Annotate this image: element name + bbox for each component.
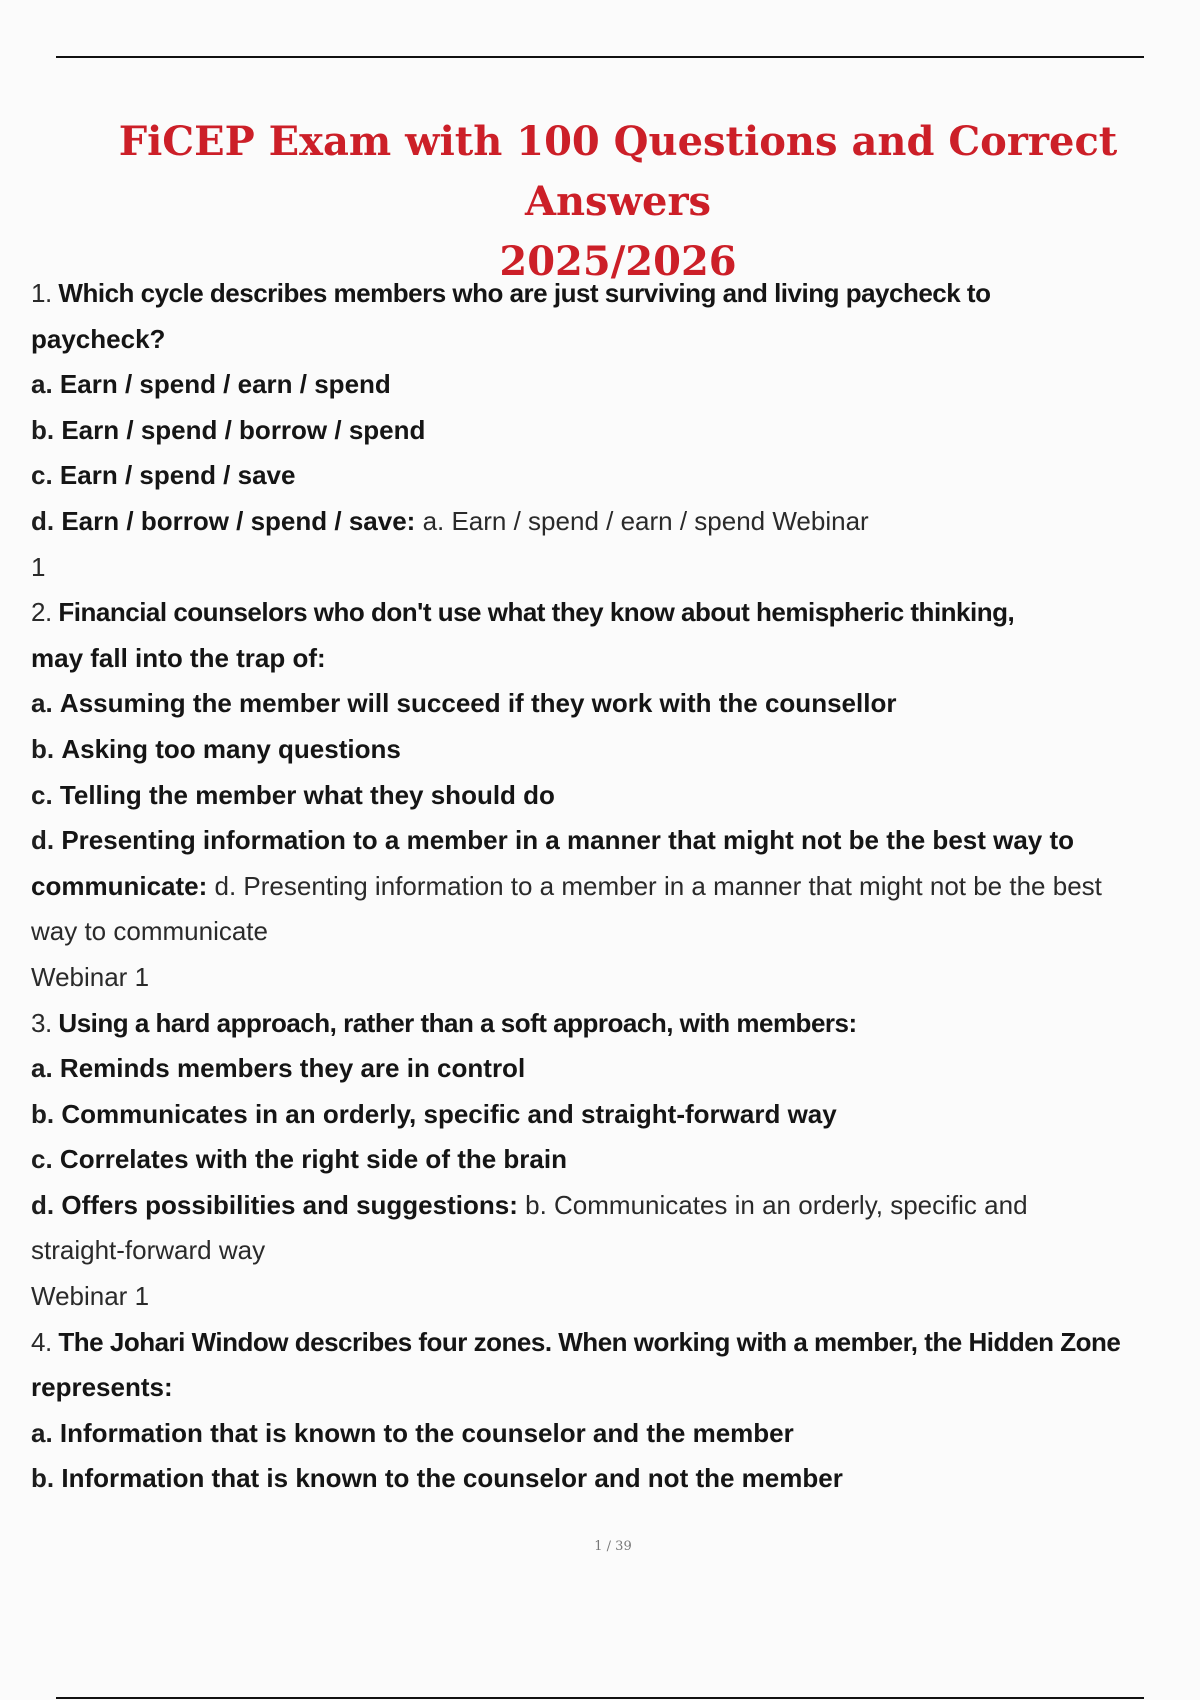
- option-label: a.: [31, 688, 53, 719]
- option-text: Earn / borrow / spend / save:: [61, 505, 416, 536]
- option-label: b.: [31, 733, 55, 764]
- option-text: Presenting information to a member in a manner that might not be the best way to: [61, 825, 1075, 856]
- option-d: [31, 1183, 1200, 1229]
- question-text: paycheck?: [31, 323, 166, 354]
- option-label: a.: [31, 1417, 53, 1448]
- option-text: Asking too many questions: [61, 733, 401, 764]
- option-label: d.: [31, 1189, 55, 1220]
- option-c: [31, 453, 1200, 499]
- question-4-continued: [31, 1365, 1200, 1411]
- question-number: 2.: [31, 597, 52, 628]
- option-b: [31, 408, 1200, 454]
- answer-source: [31, 955, 1200, 1001]
- page-indicator: 1 / 39: [594, 1539, 632, 1554]
- answer-text: d. Presenting information to a member in a manner that might not be the best: [214, 870, 1102, 901]
- option-text: Reminds members they are in control: [59, 1053, 526, 1084]
- title-line-1: FiCEP Exam with 100 Questions and Correct Answers: [118, 118, 1118, 225]
- question-number: 3.: [31, 1007, 52, 1038]
- option-d: [31, 499, 1200, 545]
- option-label: c.: [31, 1144, 53, 1175]
- question-number: 4.: [31, 1326, 52, 1357]
- option-d: [31, 818, 1200, 864]
- question-1: [31, 271, 1200, 317]
- option-label: b.: [31, 1463, 55, 1494]
- question-1-continued: [31, 317, 1200, 363]
- answer-text: Webinar 1: [31, 961, 150, 992]
- option-text: Correlates with the right side of the brain: [59, 1144, 567, 1175]
- question-text: Financial counselors who don't use what they know about hemispheric thinking,: [58, 597, 1015, 628]
- answer-continued: [31, 909, 1200, 955]
- option-text: Earn / spend / borrow / spend: [61, 414, 426, 445]
- question-2-continued: [31, 636, 1200, 682]
- answer-source: [31, 1274, 1200, 1320]
- option-text: Information that is known to the counselor and not the member: [61, 1463, 843, 1494]
- option-c: [31, 1137, 1200, 1183]
- question-number: 1.: [31, 278, 52, 308]
- answer-continued: [31, 1228, 1200, 1274]
- option-text: Communicates in an orderly, specific and straight-forward way: [61, 1098, 837, 1129]
- option-label: d.: [31, 825, 55, 856]
- question-text: Using a hard approach, rather than a soft approach, with members:: [58, 1007, 857, 1038]
- option-label: b.: [31, 414, 55, 445]
- option-text: communicate:: [31, 870, 208, 901]
- option-label: c.: [31, 460, 53, 491]
- option-text: Earn / spend / save: [59, 460, 296, 491]
- option-b: [31, 1092, 1200, 1138]
- top-rule: [56, 56, 1144, 58]
- option-b: [31, 727, 1200, 773]
- option-label: a.: [31, 369, 53, 400]
- option-label: b.: [31, 1098, 55, 1129]
- bottom-rule: [56, 1697, 1144, 1699]
- answer-text: b. Communicates in an orderly, specific and: [525, 1189, 1028, 1220]
- option-text: Assuming the member will succeed if they work with the counsellor: [59, 688, 897, 719]
- option-a: [31, 681, 1200, 727]
- question-2: [31, 590, 1200, 636]
- question-text: Which cycle describes members who are just surviving and living paycheck to: [58, 278, 991, 308]
- answer-text: way to communicate: [31, 916, 268, 947]
- option-label: d.: [31, 505, 55, 536]
- option-a: [31, 362, 1200, 408]
- document-title: [56, 112, 1180, 292]
- answer-text: 1: [31, 551, 46, 582]
- question-3: [31, 1001, 1200, 1047]
- answer-text: Webinar 1: [31, 1281, 150, 1312]
- answer-text: a. Earn / spend / earn / spend Webinar: [422, 505, 869, 536]
- answer-text: straight-forward way: [31, 1235, 266, 1266]
- option-text: Offers possibilities and suggestions:: [61, 1189, 518, 1220]
- question-text: The Johari Window describes four zones. When working with a member, the Hidden Zone: [58, 1326, 1121, 1357]
- title-line-2: 2025/2026: [499, 238, 737, 285]
- answer-continued: [31, 545, 1200, 591]
- question-4: [31, 1320, 1200, 1366]
- option-a: [31, 1411, 1200, 1457]
- option-text: Earn / spend / earn / spend: [59, 369, 391, 400]
- option-label: c.: [31, 779, 53, 810]
- question-text: may fall into the trap of:: [31, 642, 326, 673]
- option-label: a.: [31, 1053, 53, 1084]
- option-c: [31, 773, 1200, 819]
- option-d-continued: [31, 864, 1200, 910]
- option-b: [31, 1456, 1200, 1502]
- question-list: [31, 271, 1200, 1502]
- option-text: Information that is known to the counselor and the member: [59, 1417, 794, 1448]
- question-text: represents:: [31, 1372, 173, 1403]
- option-text: Telling the member what they should do: [59, 779, 555, 810]
- option-a: [31, 1046, 1200, 1092]
